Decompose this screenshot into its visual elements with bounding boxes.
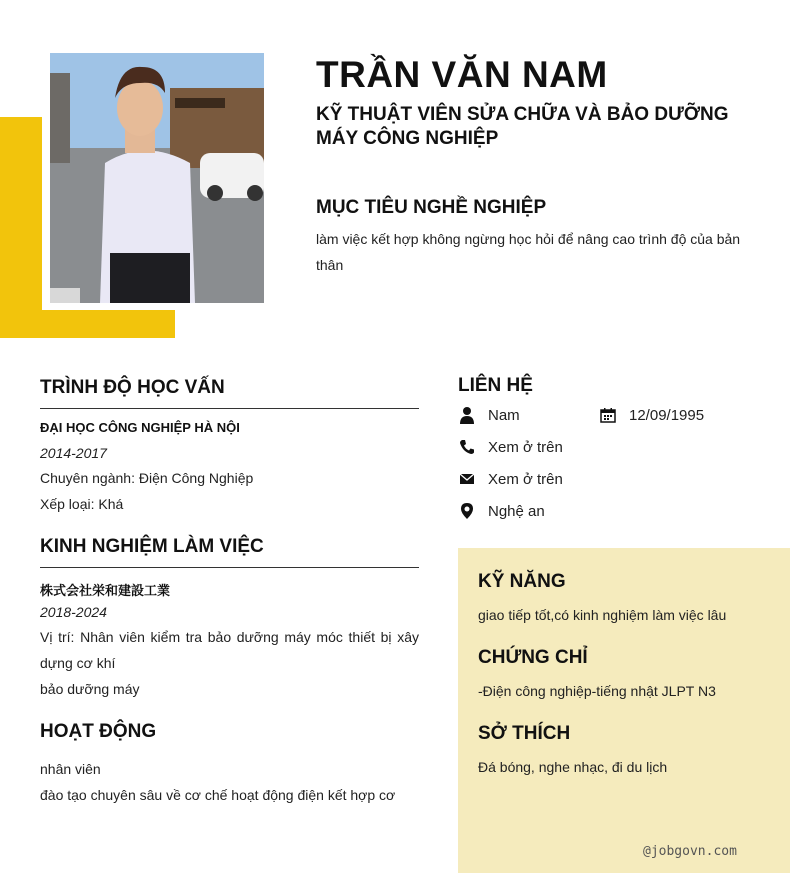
site-watermark: @jobgovn.com xyxy=(643,844,737,859)
activities-line-1: nhân viên xyxy=(40,761,101,777)
certificates-text: -Điện công nghiệp-tiếng nhật JLPT N3 xyxy=(478,683,716,699)
activities-title: HOẠT ĐỘNG xyxy=(40,721,157,742)
skills-title: KỸ NĂNG xyxy=(478,571,566,592)
contact-phone xyxy=(458,438,563,456)
activities-line-2: đào tạo chuyên sâu về cơ chế hoạt động điện kết hợp cơ xyxy=(40,787,396,803)
mail-icon xyxy=(458,470,476,488)
phone-icon xyxy=(458,438,476,456)
email-value: Xem ở trên xyxy=(488,470,563,488)
hobbies-title: SỞ THÍCH xyxy=(478,723,571,744)
education-major: Chuyên ngành: Điện Công Nghiệp xyxy=(40,470,254,486)
contact-birthday xyxy=(599,406,704,424)
education-rank: Xếp loại: Khá xyxy=(40,496,124,512)
contact-gender xyxy=(458,406,520,424)
objective-title: MỤC TIÊU NGHỀ NGHIỆP xyxy=(316,197,547,218)
education-divider xyxy=(40,408,419,409)
phone-value: Xem ở trên xyxy=(488,438,563,456)
contact-title: LIÊN HỆ xyxy=(458,375,533,396)
yellow-accent-block xyxy=(0,117,42,338)
contact-address xyxy=(458,502,545,520)
person-icon xyxy=(458,406,476,424)
school-name: ĐẠI HỌC CÔNG NGHIỆP HÀ NỘI xyxy=(40,420,240,435)
certificates-title: CHỨNG CHỈ xyxy=(478,647,588,668)
hobbies-text: Đá bóng, nghe nhạc, đi du lịch xyxy=(478,759,668,775)
contact-email xyxy=(458,470,563,488)
location-pin-icon xyxy=(458,502,476,520)
objective-text: làm việc kết hợp không ngừng học hỏi để nâng cao trình độ của bản thân xyxy=(316,231,741,273)
calendar-icon xyxy=(599,406,617,424)
experience-position: Vị trí: Nhân viên kiểm tra bảo dưỡng máy móc thiết bị xây dựng cơ khí xyxy=(40,629,419,671)
gender-value: Nam xyxy=(488,406,520,424)
education-title: TRÌNH ĐỘ HỌC VẤN xyxy=(40,377,225,398)
experience-title: KINH NGHIỆM LÀM VIỆC xyxy=(40,536,264,557)
experience-divider xyxy=(40,567,419,568)
yellow-accent-bar xyxy=(0,310,175,338)
skills-panel xyxy=(458,548,790,873)
experience-period: 2018-2024 xyxy=(40,604,107,620)
experience-detail: bảo dưỡng máy xyxy=(40,681,140,697)
education-period: 2014-2017 xyxy=(40,445,107,461)
job-title: KỸ THUẬT VIÊN SỬA CHỮA VÀ BẢO DƯỠNG MÁY CÔNG NGHIỆP xyxy=(316,104,729,149)
candidate-name: TRẦN VĂN NAM xyxy=(316,54,608,95)
profile-photo xyxy=(50,53,264,303)
skills-text: giao tiếp tốt,có kinh nghiệm làm việc lâu xyxy=(478,607,727,623)
address-value: Nghệ an xyxy=(488,502,545,520)
birthday-value: 12/09/1995 xyxy=(629,406,705,424)
company-name: 株式会社栄和建設工業 xyxy=(40,583,171,598)
